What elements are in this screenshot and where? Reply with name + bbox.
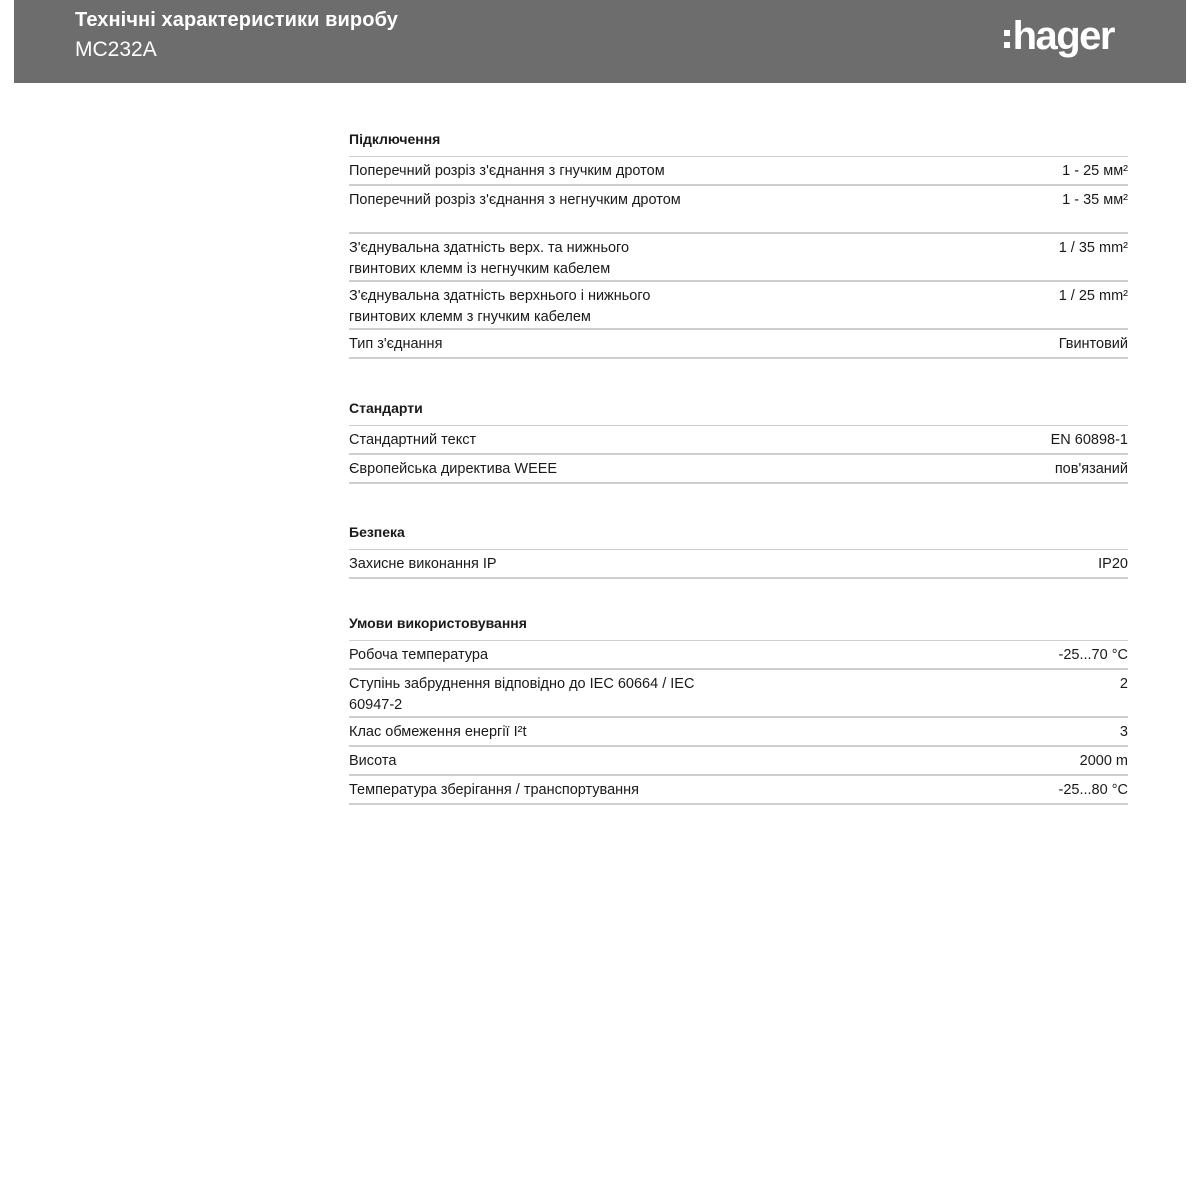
page-title: Технічні характеристики виробу [75, 9, 398, 31]
spec-row [349, 330, 1128, 359]
spec-row [349, 776, 1128, 805]
spec-label: Поперечний розріз з'єднання з гнучким дротом [349, 163, 665, 179]
spec-label: З'єднувальна здатність верх. та нижнього гвинтових клемм із негнучким кабелем [349, 240, 630, 277]
spec-value: -25...70 °C [1058, 647, 1128, 663]
spec-label: Температура зберігання / транспортування [349, 782, 640, 798]
spec-value: -25...80 °C [1058, 782, 1128, 798]
spec-label: Тип з'єднання [349, 336, 443, 352]
spec-value: 1 - 35 мм² [1062, 192, 1128, 208]
spec-value: 1 / 35 mm² [1058, 240, 1128, 256]
spec-label: Захисне виконання IP [349, 556, 497, 572]
spec-row [349, 670, 1128, 718]
spec-label: З'єднувальна здатність верхнього і нижнього гвинтових клемм з гнучким кабелем [349, 288, 651, 325]
section-safety [349, 520, 1128, 579]
spec-label: Європейська директива WEEE [349, 461, 558, 477]
spec-row [349, 157, 1128, 186]
spec-value: 2 [1119, 676, 1128, 692]
spec-label: Робоча температура [349, 647, 489, 663]
spec-value: 3 [1119, 724, 1128, 740]
hager-logo [1004, 14, 1114, 58]
spec-label: Поперечний розріз з'єднання з негнучким дротом [349, 192, 681, 208]
product-code: MC232A [75, 38, 157, 61]
logo-dots-icon [1004, 30, 1010, 48]
section-title: Безпека [349, 520, 1128, 550]
spec-label: Висота [349, 753, 397, 769]
section-title: Стандарти [349, 396, 1128, 426]
spec-label: Клас обмеження енергії I²t [349, 724, 527, 740]
spec-row [349, 282, 1128, 330]
spec-row [349, 455, 1128, 484]
spec-value: 1 - 25 мм² [1062, 163, 1128, 179]
spec-value: 2000 m [1079, 753, 1128, 769]
spec-value: пов'язаний [1054, 461, 1128, 477]
spec-row [349, 234, 1128, 282]
spec-row [349, 186, 1128, 234]
spec-label: Стандартний текст [349, 432, 477, 448]
page-header [14, 0, 1186, 83]
spec-row [349, 550, 1128, 579]
spec-content [349, 127, 1128, 805]
section-title: Підключення [349, 127, 1128, 157]
section-standards [349, 396, 1128, 484]
section-operating-conditions [349, 611, 1128, 805]
spec-value: EN 60898-1 [1050, 432, 1128, 448]
spec-value: IP20 [1098, 556, 1128, 572]
section-title: Умови використовування [349, 611, 1128, 641]
logo-text: hager [1012, 14, 1114, 58]
spec-value: Гвинтовий [1058, 336, 1128, 352]
spec-row [349, 718, 1128, 747]
spec-label: Ступінь забруднення відповідно до IEC 60664 / IEC 60947-2 [349, 676, 695, 713]
spec-value: 1 / 25 mm² [1058, 288, 1128, 304]
section-connection [349, 127, 1128, 359]
spec-row [349, 426, 1128, 455]
spec-row [349, 641, 1128, 670]
spec-row [349, 747, 1128, 776]
